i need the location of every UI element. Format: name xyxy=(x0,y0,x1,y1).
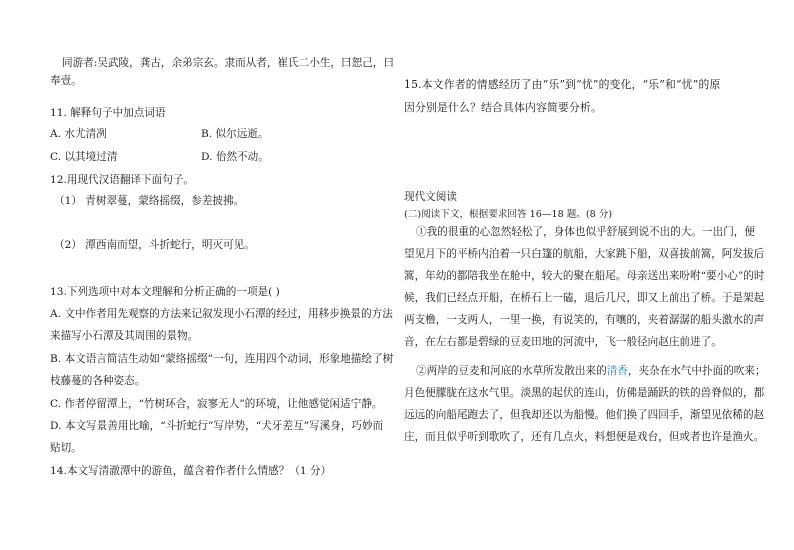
q12-sentence-2: （2） 潭西南而望，斗折蛇行，明灭可见。 xyxy=(54,239,255,251)
paragraph-2-line-3: 远远的向船尾跑去了，但我却还以为船慢。他们换了四回手，渐望见依稀的赵 xyxy=(404,409,765,421)
highlighted-word: 清香 xyxy=(606,365,628,377)
q15-line-2: 因分别是什么？结合具体内容简要分析。 xyxy=(404,101,602,114)
paragraph-1-line-4: 候，我们已经点开船，在桥石上一磕，退后几尺，即又上前出了桥。于是架起 xyxy=(404,292,765,304)
paragraph-1-line-1: ①我的很重的心忽然轻松了，身体也似乎舒展到说不出的大。一出门，便 xyxy=(416,226,755,238)
q11-title: 11. 解释句子中加点词语 xyxy=(50,107,166,119)
q13-option-a-line-2: 来描写小石潭及其周围的景物。 xyxy=(50,330,199,342)
q13-option-d-line-2: 贴切。 xyxy=(50,442,82,454)
paragraph-1-line-6: 音，在左右都是碧绿的豆麦田地的河流中，飞一般径向赵庄前进了。 xyxy=(404,336,722,348)
paragraph-2-line-1 xyxy=(416,364,766,378)
q13-option-a-line-1: A. 文中作者用先观察的方法来记叙发现小石潭的经过，用移步换景的方法 xyxy=(50,308,393,320)
paragraph-1-line-2: 望见月下的平桥内泊着一只白篷的航船，大家跳下船，双喜拔前篙，阿发拔后 xyxy=(404,248,765,260)
paragraph-1-line-5: 两支橹，一支两人，一里一换，有说笑的，有嚷的，夹着潺潺的船头激水的声 xyxy=(404,314,765,326)
q11-option-b: B. 似尔远逝。 xyxy=(201,128,269,140)
intro-line-1: 同游者:吴武陵，龚古，余弟宗玄。隶而从者，崔氏二小生，曰恕己，曰 xyxy=(62,57,394,69)
section-title: 现代文阅读 xyxy=(404,191,457,203)
q12-sentence-1: （1） 青树翠蔓，蒙络摇缀，参差披拂。 xyxy=(54,195,245,207)
q15-line-1: 15.本文作者的情感经历了由“乐”到“忧”的变化，“乐”和“忧”的原 xyxy=(404,78,721,91)
q11-option-d: D. 佁然不动。 xyxy=(201,151,269,163)
q13-option-b-line-2: 枝藤蔓的各种姿态。 xyxy=(50,375,146,387)
q13-option-c: C. 作者停留潭上，“竹树环合，寂寥无人”的环境，让他感觉闲适宁静。 xyxy=(50,398,383,410)
paragraph-2-line-2: 月色便朦胧在这水气里。淡黑的起伏的连山，仿佛是踊跃的铁的兽脊似的，都 xyxy=(404,387,765,399)
q13-option-b-line-1: B. 本文语言简洁生动如“蒙络摇缀”一句，连用四个动词，形象地描绘了树 xyxy=(50,353,394,365)
q11-option-c: C. 以其境过清 xyxy=(50,151,118,163)
paragraph-2-text-b: ，夹杂在水气中扑面的吹来； xyxy=(627,365,766,377)
q12-title: 12.用现代汉语翻译下面句子。 xyxy=(50,174,194,186)
subsection-instruction: (二)阅读下文，根据要求回答 16—18 题。(8 分) xyxy=(404,209,613,220)
paragraph-2-line-4: 庄，而且似乎听到歌吹了，还有几点火，料想便是戏台，但或者也许是渔火。 xyxy=(404,431,765,443)
paragraph-2-text-a: ②两岸的豆麦和河底的水草所发散出来的 xyxy=(416,365,607,377)
q14-question: 14.本文写清澈潭中的游鱼，蕴含着作者什么情感？（1 分） xyxy=(50,465,332,477)
q13-option-d-line-1: D. 本文写景善用比喻，“斗折蛇行”写岸势，“犬牙差互”写溪身，巧妙而 xyxy=(50,420,384,432)
intro-line-2: 奉壹。 xyxy=(50,75,82,87)
paragraph-1-line-3: 篙，年幼的都陪我坐在舱中，较大的聚在船尾。母亲送出来吩咐“要小心”的时 xyxy=(404,270,765,282)
q13-title: 13.下列选项中对本文理解和分析正确的一项是( ) xyxy=(50,286,280,298)
q11-option-a: A. 水尤清冽 xyxy=(50,128,107,140)
